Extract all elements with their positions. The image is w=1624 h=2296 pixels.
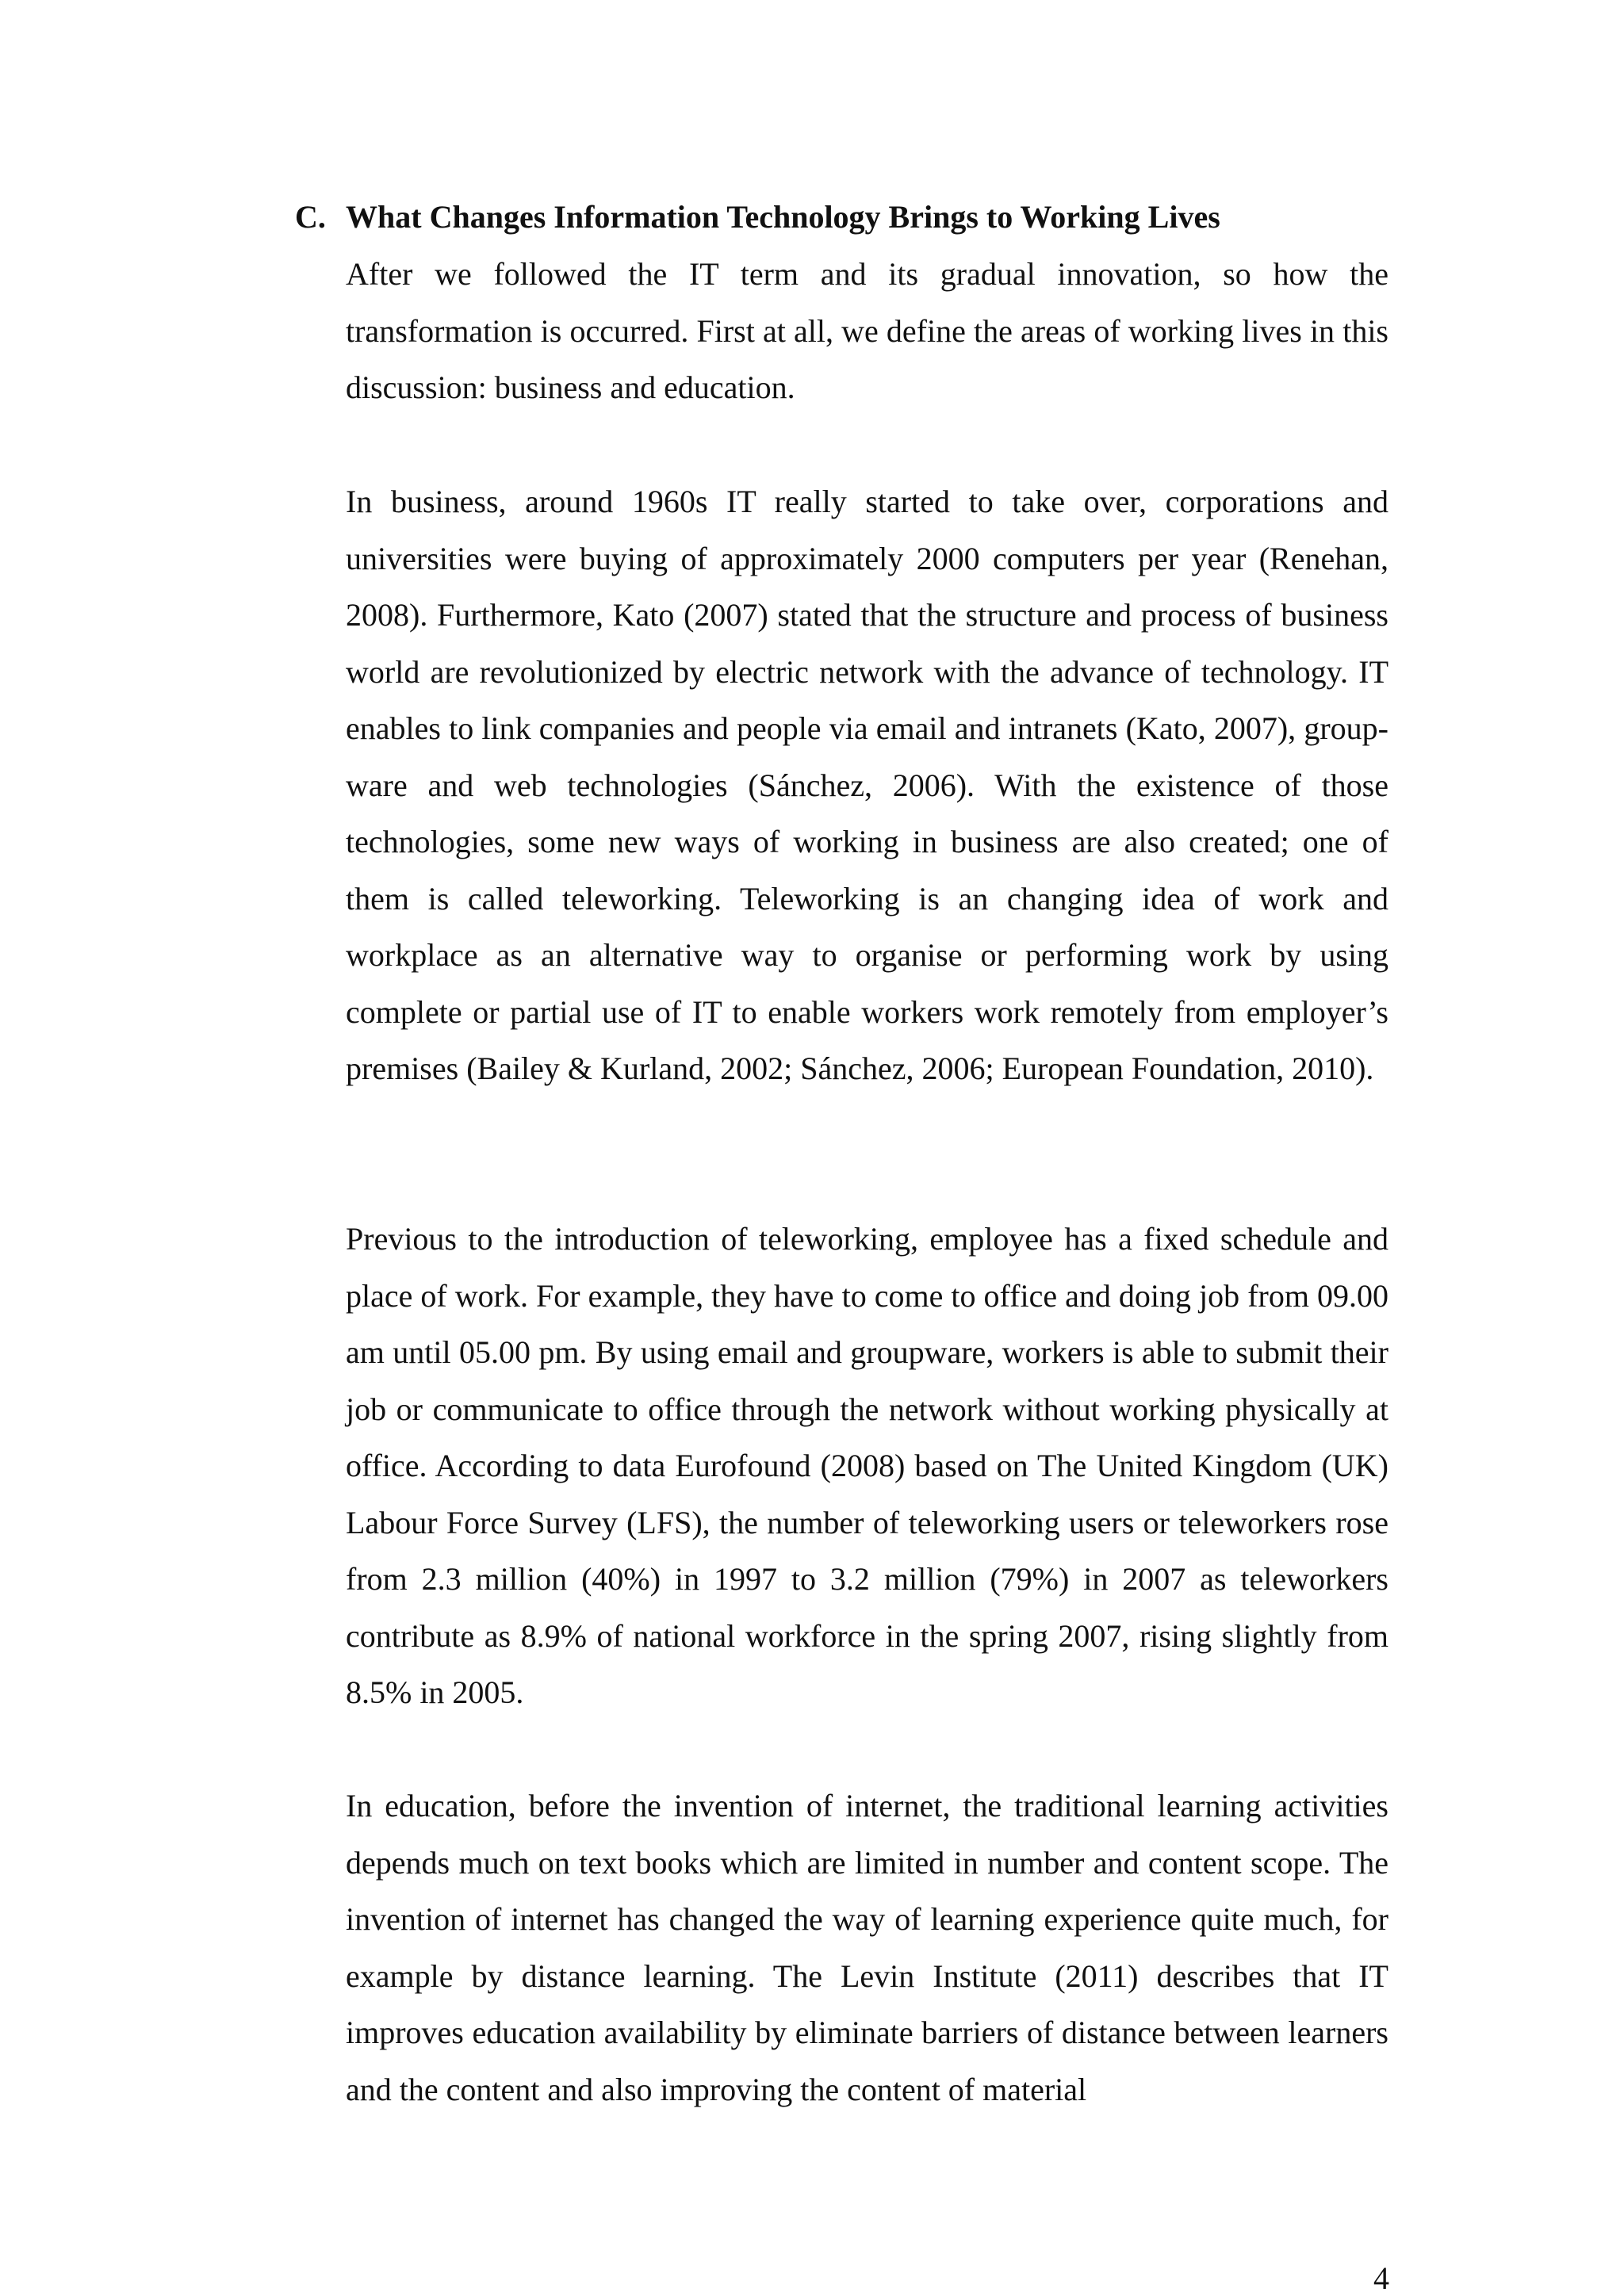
section-title: What Changes Information Technology Brings to Working Lives [346, 199, 1220, 235]
paragraph-intro: After we followed the IT term and its gradual innovation, so how the transformation is occurred. First at all, we define the areas of working lives in this discussion: business and education. [346, 256, 1388, 405]
paragraph-business: In business, around 1960s IT really started to take over, corporations and universities were buying of approximately 2000 computers per year (Renehan, 2008). Furthermore, Kato (2007) stated that the structure and process of business world are revolutionized by electric network with the advance of technology. IT enables to link companies and people via email and intranets (Kato, 2007), group-ware and web technologies (Sánchez, 2006). With the existence of those technologies, some new ways of working in business are also created; one of them is called teleworking. Teleworking is an changing idea of work and workplace as an alternative way to organise or performing work by using complete or partial use of IT to enable workers work remotely from employer’s premises (Bailey & Kurland, 2002; Sánchez, 2006; European Foundation, 2010). [346, 484, 1388, 1086]
page-number: 4 [1373, 2260, 1389, 2296]
section-letter: C. [295, 199, 326, 235]
paragraph-teleworking: Previous to the introduction of teleworking, employee has a fixed schedule and place of work. For example, they have to come to office and doing job from 09.00 am until 05.00 pm. By using email and groupware, workers is able to submit their job or communicate to office through the network without working physically at office. According to data Eurofound (2008) based on The United Kingdom (UK) Labour Force Survey (LFS), the number of teleworking users or teleworkers rose from 2.3 million (40%) in 1997 to 3.2 million (79%) in 2007 as teleworkers contribute as 8.9% of national workforce in the spring 2007, rising slightly from 8.5% in 2005. [346, 1221, 1388, 1710]
section-heading [295, 194, 1389, 240]
paragraph-education: In education, before the invention of internet, the traditional learning activities depends much on text books which are limited in number and content scope. The invention of internet has changed the way of learning experience quite much, for example by distance learning. The Levin Institute (2011) describes that IT improves education availability by eliminate barriers of distance between learners and the content and also improving the content of material [346, 1788, 1388, 2107]
